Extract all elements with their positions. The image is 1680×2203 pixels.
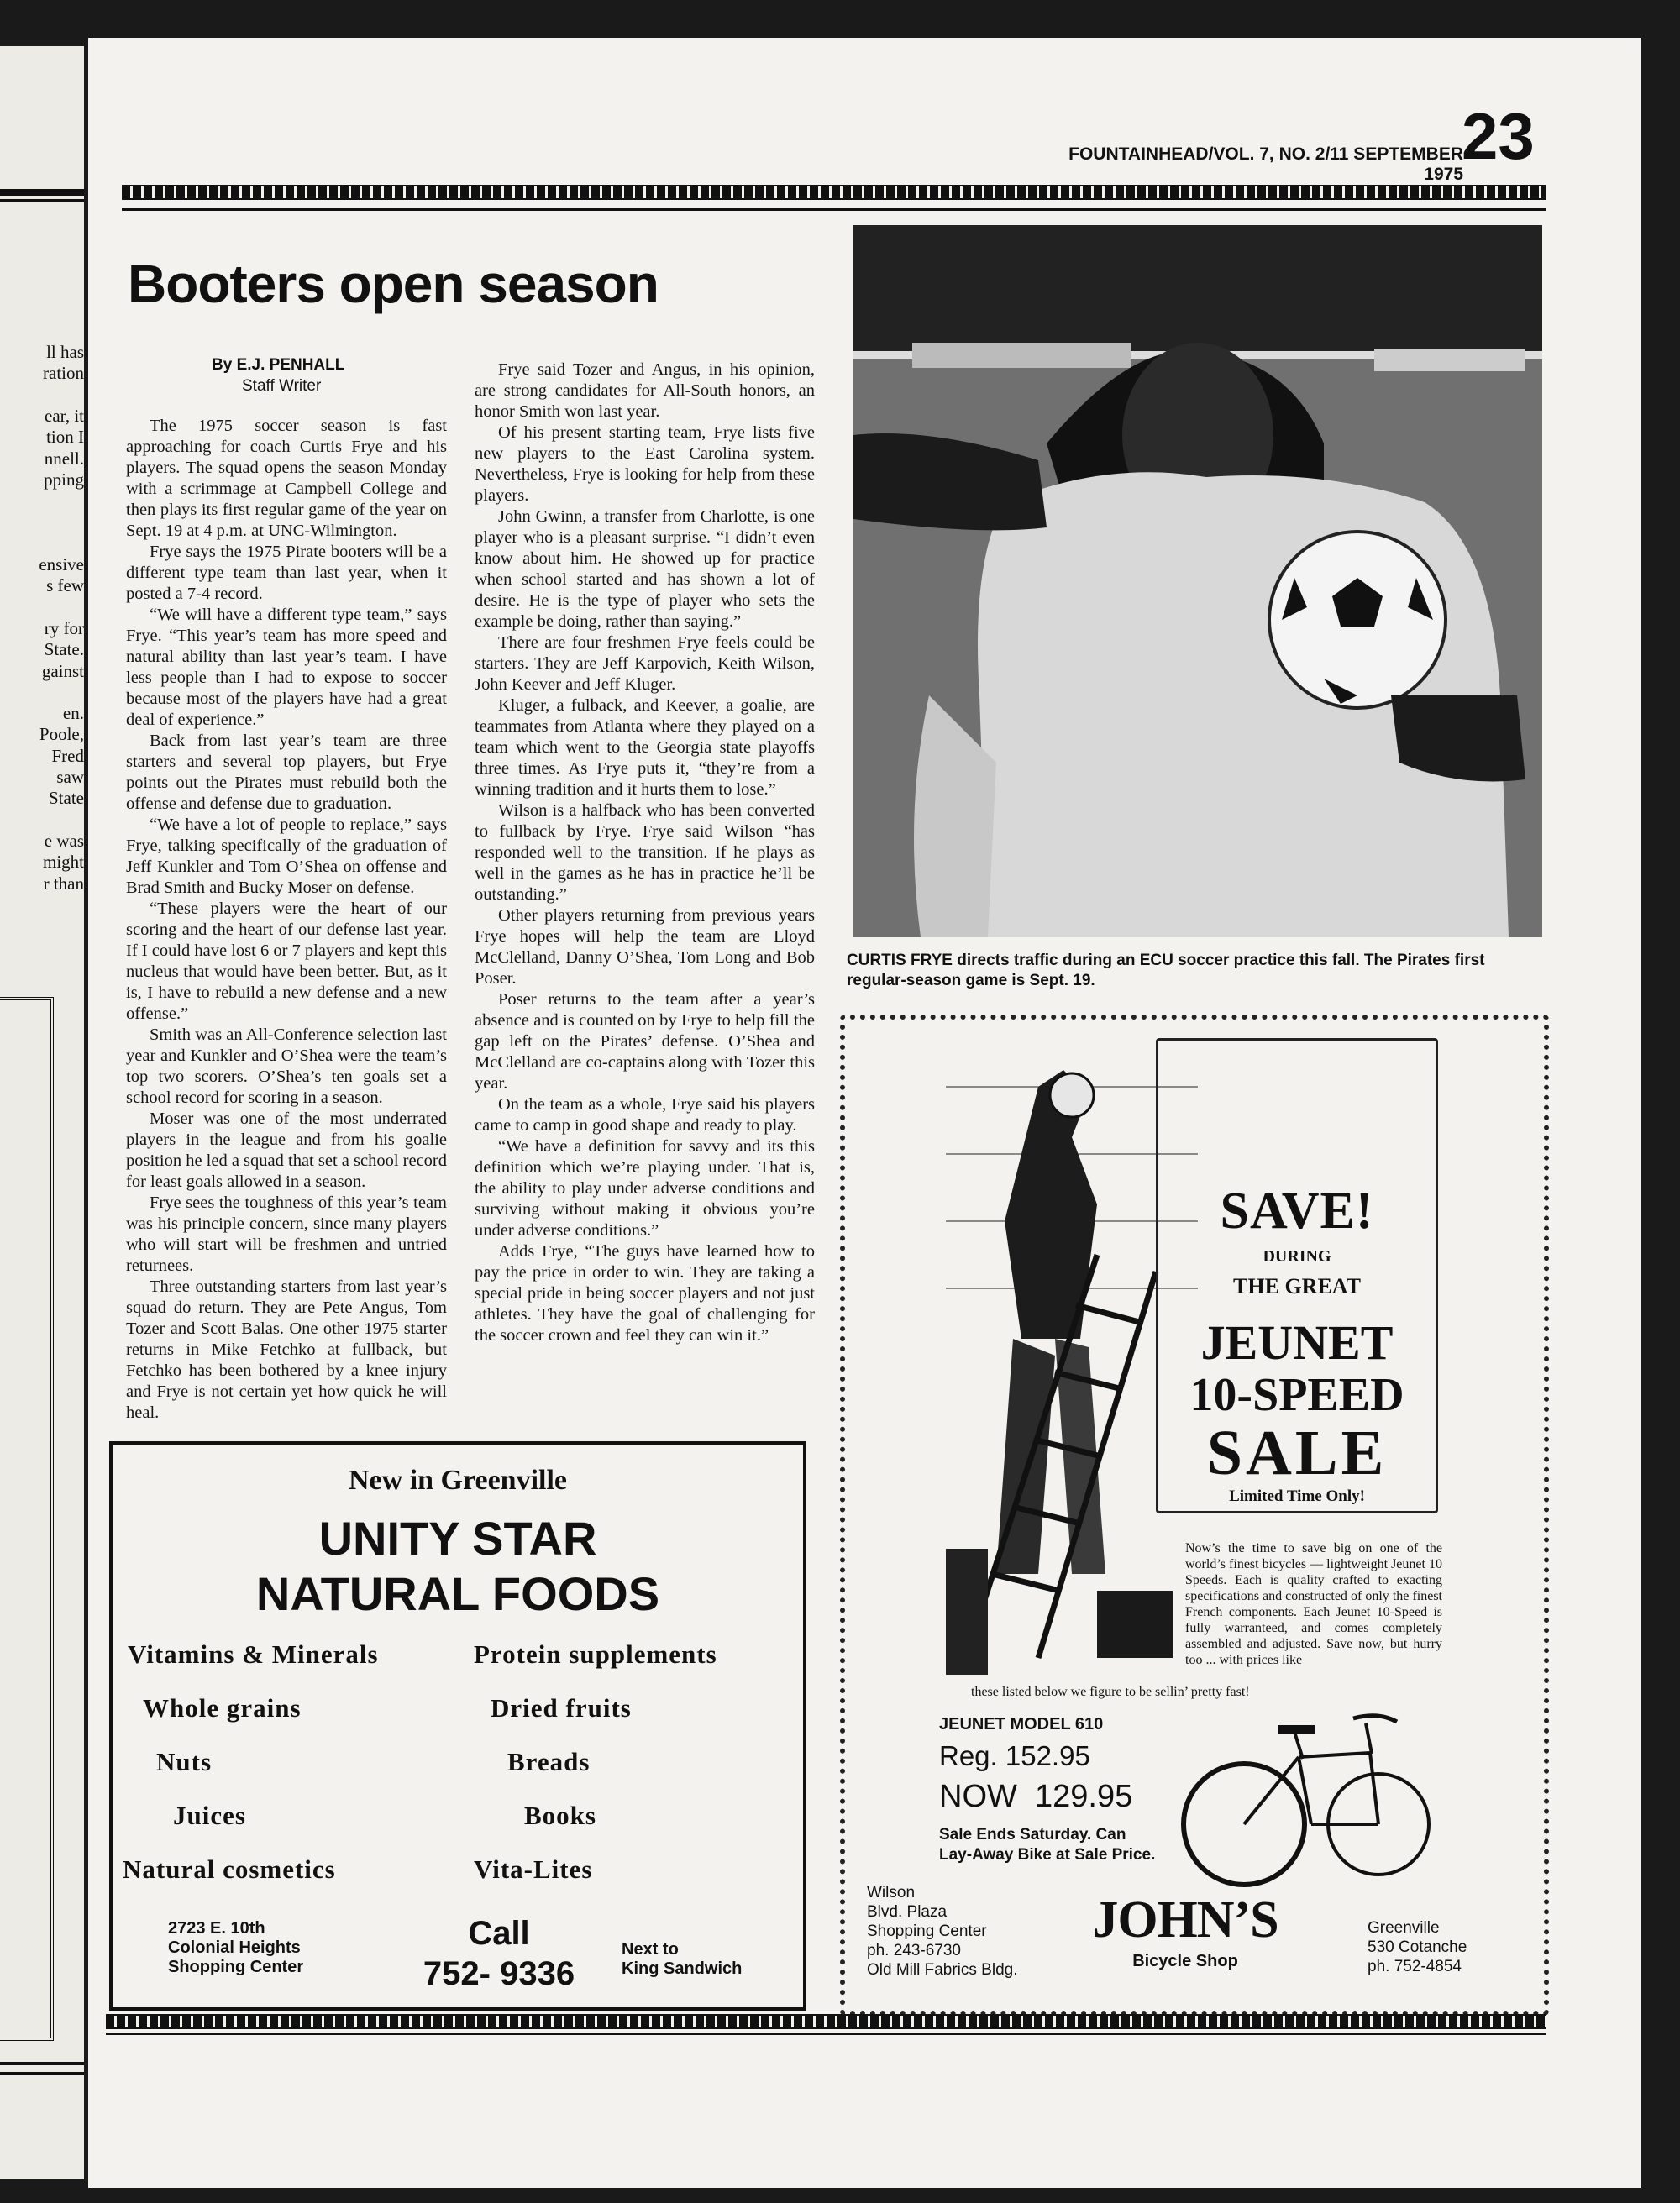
product-item: Nuts [156, 1747, 213, 1776]
article-paragraph: Frye said Tozer and Angus, in his opinion, are strong candidates for All-South honors, an honor Smith won last year. [475, 360, 815, 421]
sign-jeunet: JEUNET [1200, 1315, 1394, 1370]
product-item: Dried fruits [491, 1693, 632, 1723]
store-address [168, 1919, 370, 1977]
shop-name: JOHN’S [1092, 1891, 1278, 1949]
wilson-store-address [867, 1883, 1085, 1980]
next-to-location [622, 1940, 790, 1979]
masthead-issue: FOUNTAINHEAD/VOL. 7, NO. 2/11 SEPTEMBER 1975 [1068, 144, 1463, 184]
phone-number: 752- 9336 [423, 1955, 575, 1992]
article-column-1 [126, 416, 447, 1424]
page-number: 23 [1462, 99, 1535, 173]
sign-save: SAVE! [1220, 1183, 1374, 1240]
store-address-line: Blvd. Plaza [867, 1903, 948, 1921]
facing-page-line: pping [44, 469, 84, 490]
product-item: Natural cosmetics [123, 1854, 336, 1884]
article-paragraph: Poser returns to the team after a year’s absence and is counted on by Frye to help fill the gap left on the Pirates’ defense. O’Shea and McClelland are co-captains along with Tozer this year. [475, 990, 815, 1093]
ad-name-line2: NATURAL FOODS [255, 1567, 660, 1620]
soccer-photo [853, 225, 1542, 937]
store-address-line: Old Mill Fabrics Bldg. [867, 1961, 1018, 1979]
ad-tail-text: these listed below we figure to be sellin’ pretty fast! [971, 1685, 1250, 1699]
article-paragraph: Other players returning from previous years Frye hopes will help the team are Lloyd McClelland, Danny O’Shea, Tom Long and Bob Poser. [475, 906, 815, 988]
article-column-2 [475, 359, 815, 1346]
article-paragraph: Moser was one of the most underrated players in the league and from his goalie position he led a squad that set a school record for least goals allowed in a season. [126, 1109, 447, 1191]
article-paragraph: There are four freshmen Frye feels could be starters. They are Jeff Karpovich, Keith Wilson, John Keever and Jeff Kluger. [475, 633, 815, 694]
address-line: Shopping Center [168, 1958, 304, 1976]
store-address-line: ph. 243-6730 [867, 1942, 961, 1959]
article-paragraph: Frye sees the toughness of this year’s team was his principle concern, since many players who will start will be freshmen and untried returnees. [126, 1193, 447, 1275]
johns-bicycle-ad [840, 1015, 1549, 2016]
article-paragraph: Of his present starting team, Frye lists five new players to the East Carolina system. Nevertheless, Frye is looking for help from these players. [475, 423, 815, 505]
facing-page-line: Fred [51, 745, 84, 766]
facing-page-line: ear, it [45, 405, 84, 426]
facing-page-line: nnell. [44, 448, 84, 469]
top-rule [122, 185, 1546, 200]
call-label: Call [468, 1915, 530, 1952]
facing-page-line: ry for [44, 617, 84, 638]
layaway-note: Lay-Away Bike at Sale Price. [939, 1846, 1156, 1864]
article-paragraph: The 1975 soccer season is fast approaching for coach Curtis Frye and his players. The squad opens the season Monday with a scrimmage at Campbell College and then plays its first regular game of the year on Sept. 19 at 4 p.m. at UNC-Wilmington. [126, 417, 447, 540]
store-address-line: ph. 752-4854 [1368, 1958, 1462, 1975]
sign-during: DURING [1263, 1247, 1331, 1266]
sign-the-great: THE GREAT [1233, 1274, 1361, 1298]
article-headline: Booters open season [128, 254, 659, 314]
coach-with-ball-image [853, 225, 1542, 937]
facing-page-line: Poole, [39, 724, 84, 745]
store-address-line: Greenville [1368, 1919, 1440, 1937]
sale-price: NOW 129.95 [939, 1779, 1133, 1814]
facing-page-line: gainst [41, 660, 84, 681]
product-item: Vita-Lites [474, 1854, 593, 1884]
facing-page-line: ensive [39, 554, 84, 574]
store-address-line: Shopping Center [867, 1922, 987, 1940]
ad-tagline: New in Greenville [349, 1465, 567, 1496]
facing-page-line: State [49, 788, 84, 809]
unity-star-ad [109, 1441, 806, 2011]
facing-page-line: might [42, 852, 84, 873]
sign-sale: SALE [1206, 1418, 1388, 1488]
product-item: Whole grains [143, 1693, 302, 1723]
product-item: Breads [507, 1747, 591, 1776]
article-paragraph: “We will have a different type team,” says Frye. “This year’s team has more speed and natural ability than last year’s team. I have less people than I had to expose to soccer because most of the players have had a great deal of experience.” [126, 606, 447, 729]
facing-page-line: tion I [46, 427, 84, 448]
facing-page-line: e was [44, 830, 84, 851]
facing-page-line: State. [44, 639, 84, 660]
store-address-line: Wilson [867, 1884, 916, 1901]
byline: By E.J. PENHALL [212, 356, 345, 374]
facing-page-fragment [0, 46, 84, 2179]
sign-ten-speed: 10-SPEED [1189, 1369, 1404, 1421]
product-item: Protein supplements [474, 1639, 717, 1669]
facing-page-line: ration [43, 363, 84, 384]
facing-page-line: saw [56, 767, 84, 787]
ad-name-line1: UNITY STAR [318, 1512, 597, 1565]
product-item: Vitamins & Minerals [128, 1639, 379, 1669]
article-paragraph: “We have a lot of people to replace,” says Frye, talking specifically of the graduation of Jeff Kunkler and Tom O’Shea on offense and Brad Smith and Bucky Moser on defense. [126, 816, 447, 897]
bottom-rule [106, 2014, 1546, 2029]
ad-body-text: Now’s the time to save big on one of the world’s finest bicycles — lightweight Jeunet 10 Speeds. Each is quality crafted to exacting specifications and constructed of only the finest French components. Each Jeunet 10-Speed is fully warranteed, and comes completely assembled and adjusted. Save now, but hurry too ... with prices like [1185, 1541, 1442, 1667]
next-to-line: Next to [622, 1940, 679, 1959]
address-line: 2723 E. 10th [168, 1919, 265, 1938]
facing-page-line: r than [43, 873, 84, 894]
article-paragraph: John Gwinn, a transfer from Charlotte, is one player who is a pleasant surprise. “I didn’t even know about him. He showed up for practice when school started and has shown a lot of desire. He is the type of player who sets the example be doing, rather than saying.” [475, 507, 815, 631]
sale-sign [1156, 1038, 1438, 1513]
article-paragraph: Frye says the 1975 Pirate booters will be a different type team than last year, when it posted a 7-4 record. [126, 543, 447, 603]
article-paragraph: “These players were the heart of our scoring and the heart of our defense last year. If I could have lost 6 or 7 players and kept this nucleus that would have been better. But, as it is, I have to rebuild a new defense and a new offense.” [126, 900, 448, 1023]
article-paragraph: Three outstanding starters from last year’s squad do return. They are Pete Angus, Tom Tozer and Scott Balas. One other 1975 starter returns in Mike Fetchko at fullback, but Fetchko has been bothered by a knee injury and Frye is not certain yet how quick he will heal. [126, 1277, 447, 1422]
facing-page-line: s few [46, 575, 84, 596]
byline-role: Staff Writer [242, 377, 322, 395]
article-paragraph: “We have a definition for savvy and its this definition which we’re playing under. That is, the ability to play under adverse conditions and surviving without making it obvious you’re under adverse conditions.” [475, 1137, 815, 1240]
model-name: JEUNET MODEL 610 [939, 1715, 1104, 1734]
top-rule-thin [122, 208, 1546, 211]
product-item: Books [524, 1801, 596, 1830]
sign-limited: Limited Time Only! [1229, 1487, 1365, 1505]
article-paragraph: Back from last year’s team are three starters and several top players, but Frye points out the Pirates must rebuild both the offense and defense due to graduation. [126, 732, 447, 813]
article-paragraph: Adds Frye, “The guys have learned how to pay the price in order to win. They are taking a special pride in being soccer players and not just athletes. They have the goal of challenging for the soccer crown and feel they can win it.” [475, 1242, 815, 1345]
regular-price: Reg. 152.95 [939, 1740, 1090, 1771]
article-paragraph: Kluger, a fulback, and Keever, a goalie, are teammates from Atlanta where they played on a team which went to the Georgia state playoffs three times. As Frye puts it, “they’re from a winning tradition and it hurts them to lose.” [475, 696, 815, 799]
article-paragraph: Smith was an All-Conference selection last year and Kunkler and O’Shea were the team’s top two scorers. O’Shea’s ten goals set a school record for scoring in a season. [126, 1025, 447, 1107]
article-paragraph: Wilson is a halfback who has been converted to fullback by Frye. Frye said Wilson “has responded well to the transition. If he plays as well in the games as he has in practice he’ll be outstanding.” [475, 801, 815, 904]
bottom-rule-thin [106, 2033, 1546, 2035]
sale-ends: Sale Ends Saturday. Can [939, 1826, 1126, 1844]
facing-page-line: ll has [46, 342, 84, 362]
shop-subtitle: Bicycle Shop [1132, 1952, 1238, 1970]
next-to-line: King Sandwich [622, 1959, 743, 1978]
address-line: Colonial Heights [168, 1938, 301, 1957]
store-address-line: 530 Cotanche [1368, 1938, 1467, 1956]
greenville-store-address [1368, 1918, 1536, 1976]
bicycle-illustration [1177, 1707, 1437, 1887]
facing-page-line: en. [62, 703, 84, 724]
article-paragraph: On the team as a whole, Frye said his players came to camp in good shape and ready to play. [475, 1095, 815, 1135]
product-item: Juices [173, 1801, 246, 1830]
photo-caption: CURTIS FRYE directs traffic during an ECU soccer practice this fall. The Pirates first regular-season game is Sept. 19. [847, 952, 1485, 989]
